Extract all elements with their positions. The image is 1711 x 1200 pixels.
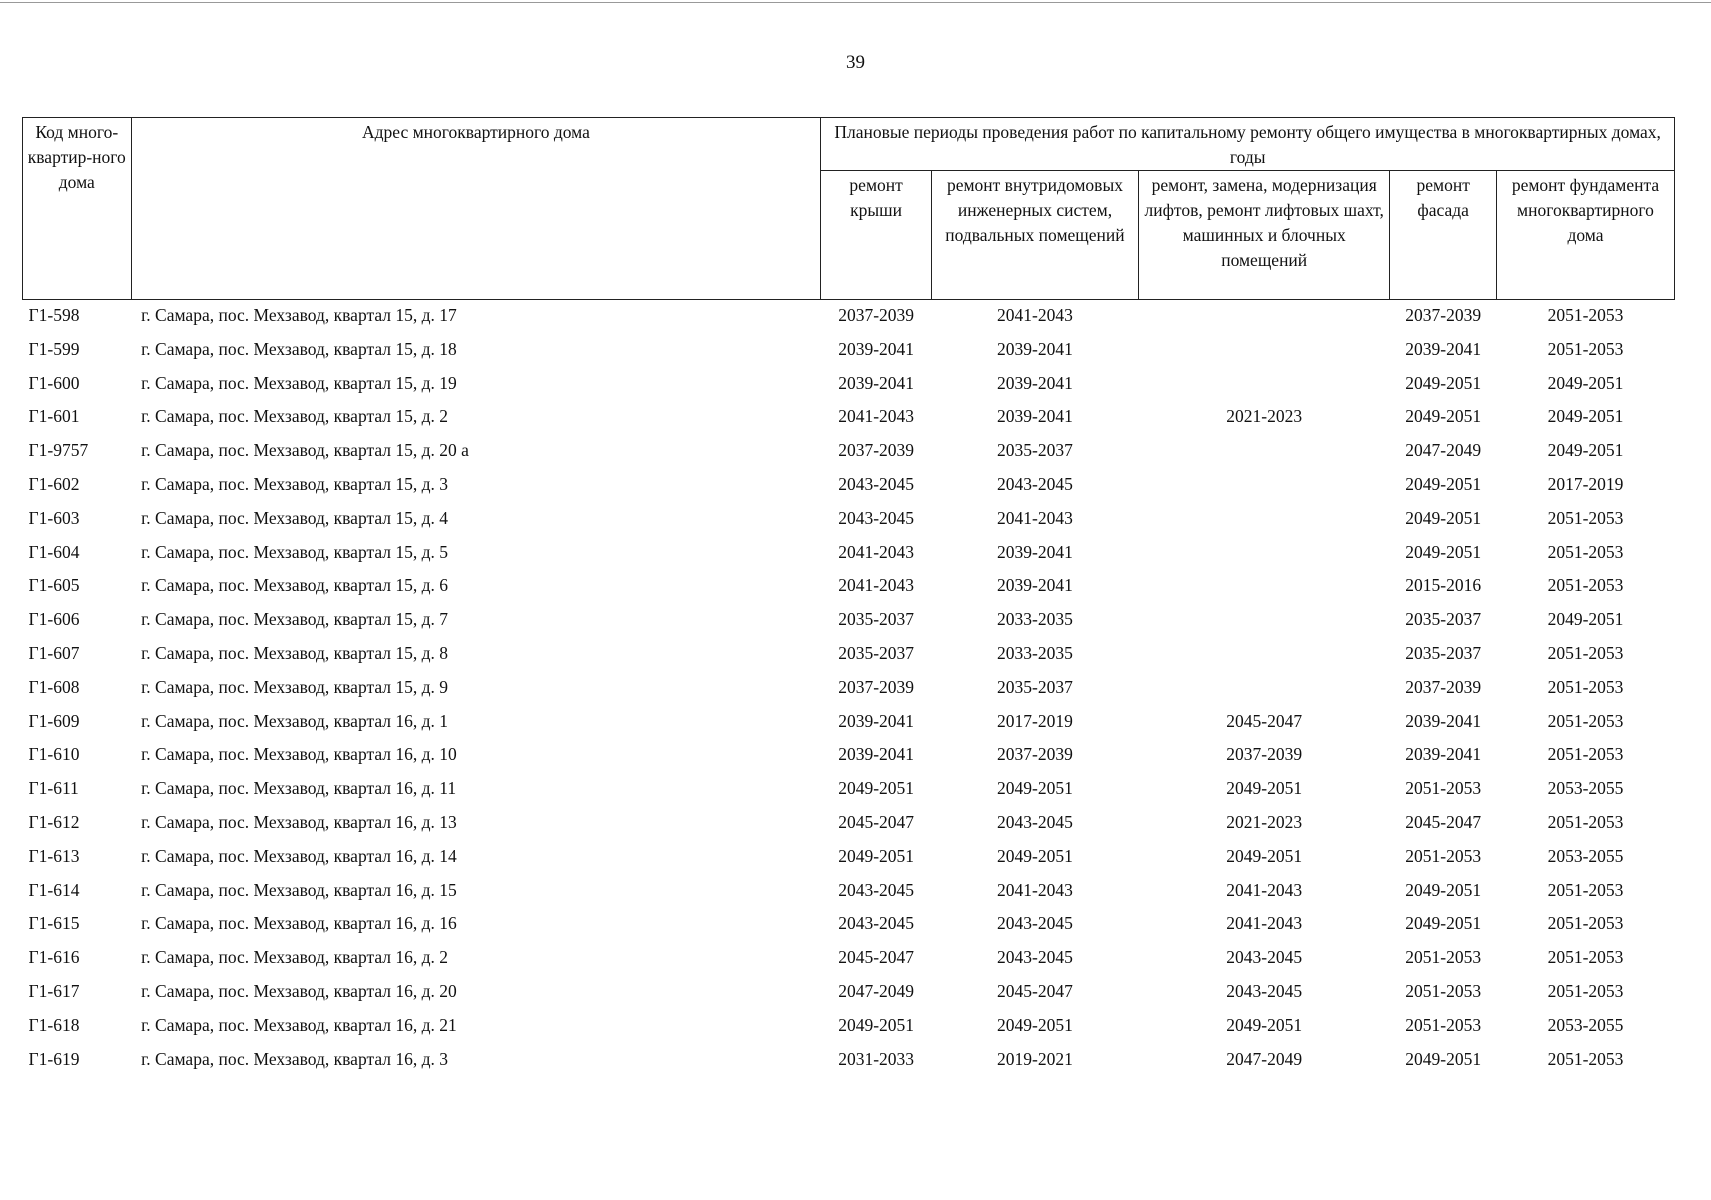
cell-foundation: 2053-2055 [1547,845,1624,866]
cell-roof: 2035-2037 [838,642,915,663]
cell-roof: 2045-2047 [838,947,915,968]
cell-code: Г1-602 [28,473,80,494]
cell-engineering: 2043-2045 [997,913,1073,934]
cell-address: г. Самара, пос. Мехзавод, квартал 16, д. 15 [141,879,457,900]
cell-foundation: 2049-2051 [1547,440,1624,461]
cell-roof: 2049-2051 [838,845,915,866]
cell-code: Г1-9757 [28,440,89,461]
cell-address: г. Самара, пос. Мехзавод, квартал 15, д. 17 [141,305,457,325]
cell-code: Г1-615 [28,913,80,934]
cell-foundation: 2051-2053 [1547,338,1624,359]
header-roof: ремонт крыши [821,171,932,300]
cell-engineering: 2043-2045 [997,473,1073,494]
cell-code: Г1-610 [28,744,80,765]
cell-elevators [1139,606,1390,640]
cell-address: г. Самара, пос. Мехзавод, квартал 15, д. 5 [141,541,449,562]
cell-code: Г1-603 [28,507,80,528]
cell-engineering: 2037-2039 [997,744,1073,765]
table-row [23,505,1675,539]
header-address: Адрес многоквартирного дома [131,118,821,300]
table-header [23,118,1675,300]
capital-repair-table [22,117,1675,1079]
cell-code: Г1-617 [28,980,80,1001]
cell-facade: 2049-2051 [1405,372,1482,393]
cell-address: г. Самара, пос. Мехзавод, квартал 16, д. 21 [141,1014,457,1035]
table-row [23,775,1675,809]
table-row [23,708,1675,742]
cell-elevators [1139,370,1390,404]
cell-engineering: 2039-2041 [997,406,1073,427]
cell-elevators [1139,539,1390,573]
cell-foundation: 2051-2053 [1547,575,1624,596]
cell-elevators [1139,505,1390,539]
header-elevators: ремонт, замена, модернизация лифтов, ремонт лифтовых шахт, машинных и блочных помещений [1139,171,1390,300]
cell-address: г. Самара, пос. Мехзавод, квартал 16, д. 3 [141,1048,449,1069]
cell-code: Г1-614 [28,879,80,900]
cell-engineering: 2049-2051 [997,845,1073,866]
cell-facade: 2037-2039 [1405,676,1482,697]
cell-engineering: 2041-2043 [997,507,1073,528]
cell-code: Г1-601 [28,406,80,427]
cell-elevators: 2049-2051 [1226,778,1303,799]
cell-address: г. Самара, пос. Мехзавод, квартал 15, д. 3 [141,473,449,494]
cell-elevators: 2049-2051 [1226,1014,1303,1035]
header-foundation: ремонт фундамента многоквартирного дома [1496,171,1674,300]
cell-code: Г1-604 [28,541,80,562]
cell-facade: 2035-2037 [1405,642,1482,663]
cell-roof: 2047-2049 [838,980,915,1001]
cell-address: г. Самара, пос. Мехзавод, квартал 15, д. 6 [141,575,449,596]
cell-roof: 2039-2041 [838,338,915,359]
cell-foundation: 2051-2053 [1547,507,1624,528]
cell-facade: 2039-2041 [1405,710,1482,731]
cell-engineering: 2041-2043 [997,879,1073,900]
table-row [23,1012,1675,1046]
cell-elevators [1139,336,1390,370]
cell-foundation: 2051-2053 [1547,980,1624,1001]
cell-facade: 2037-2039 [1405,305,1482,325]
cell-foundation: 2051-2053 [1547,913,1624,934]
cell-code: Г1-605 [28,575,80,596]
cell-facade: 2049-2051 [1405,913,1482,934]
table-row [23,606,1675,640]
cell-address: г. Самара, пос. Мехзавод, квартал 15, д. 9 [141,676,449,697]
scan-top-edge [0,2,1711,3]
cell-roof: 2043-2045 [838,879,915,900]
cell-engineering: 2043-2045 [997,811,1073,832]
cell-address: г. Самара, пос. Мехзавод, квартал 16, д. 1 [141,710,449,731]
cell-foundation: 2051-2053 [1547,541,1624,562]
table-row [23,910,1675,944]
cell-roof: 2039-2041 [838,744,915,765]
cell-code: Г1-599 [28,338,80,359]
cell-elevators [1139,572,1390,606]
cell-roof: 2049-2051 [838,778,915,799]
cell-code: Г1-611 [28,778,79,799]
cell-foundation: 2051-2053 [1547,676,1624,697]
cell-facade: 2015-2016 [1405,575,1482,596]
cell-elevators: 2037-2039 [1226,744,1303,765]
cell-foundation: 2053-2055 [1547,778,1624,799]
cell-foundation: 2049-2051 [1547,406,1624,427]
cell-engineering: 2033-2035 [997,642,1073,663]
cell-roof: 2037-2039 [838,676,915,697]
table-row [23,944,1675,978]
cell-facade: 2039-2041 [1405,744,1482,765]
cell-elevators [1139,300,1390,336]
header-engineering: ремонт внутридомовых инженерных систем, подвальных помещений [931,171,1138,300]
cell-elevators: 2045-2047 [1226,710,1303,731]
header-facade: ремонт фасада [1390,171,1497,300]
cell-engineering: 2039-2041 [997,541,1073,562]
table-row [23,809,1675,843]
cell-code: Г1-598 [28,305,80,325]
table-row [23,741,1675,775]
cell-address: г. Самара, пос. Мехзавод, квартал 15, д. 8 [141,642,449,663]
cell-facade: 2049-2051 [1405,507,1482,528]
cell-address: г. Самара, пос. Мехзавод, квартал 16, д. 16 [141,913,457,934]
cell-address: г. Самара, пос. Мехзавод, квартал 16, д. 20 [141,980,457,1001]
header-periods-group: Плановые периоды проведения работ по капитальному ремонту общего имущества в многоквартирных домах, годы [821,118,1675,171]
cell-code: Г1-619 [28,1048,80,1069]
cell-foundation: 2051-2053 [1547,744,1624,765]
cell-foundation: 2051-2053 [1547,811,1624,832]
cell-elevators [1139,471,1390,505]
table-row [23,471,1675,505]
cell-code: Г1-608 [28,676,80,697]
cell-roof: 2037-2039 [838,305,915,325]
cell-engineering: 2039-2041 [997,338,1073,359]
cell-facade: 2039-2041 [1405,338,1482,359]
cell-facade: 2049-2051 [1405,473,1482,494]
cell-engineering: 2049-2051 [997,778,1073,799]
cell-elevators: 2021-2023 [1226,811,1303,832]
cell-elevators: 2043-2045 [1226,947,1303,968]
table-row [23,300,1675,336]
cell-roof: 2045-2047 [838,811,915,832]
cell-elevators [1139,674,1390,708]
table-body [23,300,1675,1080]
table-row [23,674,1675,708]
cell-facade: 2051-2053 [1405,1014,1482,1035]
cell-foundation: 2049-2051 [1547,372,1624,393]
table-row [23,877,1675,911]
cell-roof: 2039-2041 [838,710,915,731]
cell-foundation: 2051-2053 [1547,1048,1624,1069]
cell-facade: 2051-2053 [1405,845,1482,866]
cell-foundation: 2051-2053 [1547,642,1624,663]
cell-address: г. Самара, пос. Мехзавод, квартал 15, д. 2 [141,406,449,427]
cell-code: Г1-613 [28,845,80,866]
cell-engineering: 2035-2037 [997,440,1073,461]
cell-foundation: 2051-2053 [1547,879,1624,900]
cell-roof: 2041-2043 [838,406,915,427]
cell-elevators: 2047-2049 [1226,1048,1303,1069]
cell-elevators: 2041-2043 [1226,913,1303,934]
cell-address: г. Самара, пос. Мехзавод, квартал 15, д. 20 а [141,440,469,461]
table-row [23,403,1675,437]
cell-roof: 2043-2045 [838,473,915,494]
table-row [23,437,1675,471]
cell-roof: 2031-2033 [838,1048,915,1069]
cell-elevators [1139,640,1390,674]
cell-engineering: 2041-2043 [997,305,1073,325]
cell-roof: 2037-2039 [838,440,915,461]
cell-code: Г1-606 [28,609,80,630]
cell-code: Г1-607 [28,642,80,663]
table-row [23,370,1675,404]
cell-address: г. Самара, пос. Мехзавод, квартал 15, д. 7 [141,609,449,630]
cell-elevators: 2041-2043 [1226,879,1303,900]
cell-engineering: 2045-2047 [997,980,1073,1001]
cell-facade: 2049-2051 [1405,541,1482,562]
table-row [23,572,1675,606]
cell-address: г. Самара, пос. Мехзавод, квартал 15, д. 19 [141,372,457,393]
cell-roof: 2039-2041 [838,372,915,393]
cell-address: г. Самара, пос. Мехзавод, квартал 16, д. 14 [141,845,457,866]
cell-code: Г1-609 [28,710,80,731]
header-code: Код много-квартир-ного дома [23,118,132,300]
cell-engineering: 2035-2037 [997,676,1073,697]
cell-roof: 2041-2043 [838,575,915,596]
table-row [23,539,1675,573]
cell-foundation: 2051-2053 [1547,710,1624,731]
cell-facade: 2049-2051 [1405,406,1482,427]
table-row [23,1046,1675,1080]
cell-engineering: 2017-2019 [997,710,1073,731]
page-number: 39 [846,52,865,73]
cell-address: г. Самара, пос. Мехзавод, квартал 16, д. 13 [141,811,457,832]
cell-roof: 2035-2037 [838,609,915,630]
cell-elevators: 2049-2051 [1226,845,1303,866]
cell-facade: 2047-2049 [1405,440,1482,461]
cell-engineering: 2033-2035 [997,609,1073,630]
cell-code: Г1-616 [28,947,80,968]
cell-roof: 2043-2045 [838,507,915,528]
cell-engineering: 2039-2041 [997,372,1073,393]
cell-code: Г1-600 [28,372,80,393]
cell-engineering: 2019-2021 [997,1048,1073,1069]
cell-address: г. Самара, пос. Мехзавод, квартал 16, д. 10 [141,744,457,765]
cell-facade: 2049-2051 [1405,1048,1482,1069]
cell-engineering: 2039-2041 [997,575,1073,596]
cell-roof: 2043-2045 [838,913,915,934]
cell-facade: 2051-2053 [1405,980,1482,1001]
cell-engineering: 2043-2045 [997,947,1073,968]
cell-facade: 2045-2047 [1405,811,1482,832]
cell-foundation: 2049-2051 [1547,609,1624,630]
cell-foundation: 2017-2019 [1547,473,1624,494]
cell-facade: 2049-2051 [1405,879,1482,900]
cell-elevators: 2021-2023 [1226,406,1303,427]
cell-address: г. Самара, пос. Мехзавод, квартал 16, д. 2 [141,947,449,968]
cell-address: г. Самара, пос. Мехзавод, квартал 16, д. 11 [141,778,457,799]
cell-foundation: 2053-2055 [1547,1014,1624,1035]
table-row [23,843,1675,877]
cell-roof: 2041-2043 [838,541,915,562]
cell-engineering: 2049-2051 [997,1014,1073,1035]
table-row [23,978,1675,1012]
cell-foundation: 2051-2053 [1547,947,1624,968]
cell-roof: 2049-2051 [838,1014,915,1035]
cell-facade: 2051-2053 [1405,947,1482,968]
cell-foundation: 2051-2053 [1547,305,1624,325]
cell-code: Г1-612 [28,811,80,832]
cell-address: г. Самара, пос. Мехзавод, квартал 15, д. 18 [141,338,457,359]
table-row [23,336,1675,370]
cell-code: Г1-618 [28,1014,80,1035]
cell-elevators [1139,437,1390,471]
table-row [23,640,1675,674]
cell-facade: 2035-2037 [1405,609,1482,630]
cell-address: г. Самара, пос. Мехзавод, квартал 15, д. 4 [141,507,449,528]
cell-facade: 2051-2053 [1405,778,1482,799]
cell-elevators: 2043-2045 [1226,980,1303,1001]
